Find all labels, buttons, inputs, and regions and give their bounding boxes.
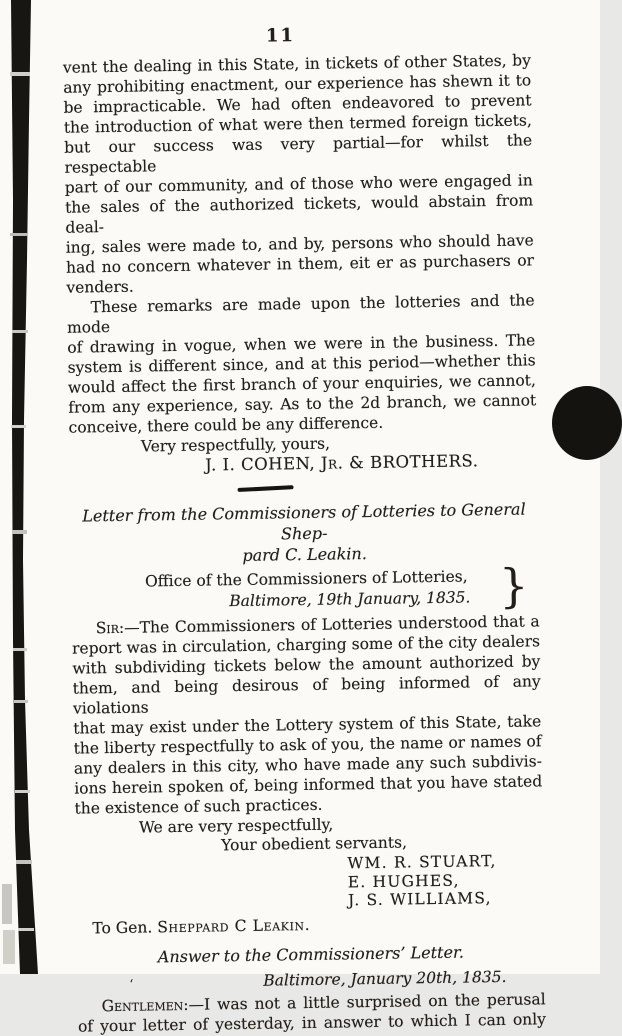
text-line: that may exist under the Lottery system of this State, take [73,712,542,738]
addressee-lead: To Gen. [92,917,158,937]
text-line: the introduction of what were then termed foreign tickets, [63,111,532,137]
letter2-office-block [71,558,529,615]
text-line: venders. [66,277,134,297]
text-line: from any experience, say. As to the 2d branch, we cannot [68,391,537,417]
text-line: the existence of such practices. [74,795,323,818]
letter2-heading [70,498,539,568]
letter3-body [78,989,547,1036]
text-line: report was in circulation, charging some of the city dealers [71,632,541,658]
office-dateline: Baltimore, 19th January, 1835. [229,588,471,611]
letter1-paragraph-1 [63,50,535,297]
text-line: ing, sales were made to, and by, persons who should have [65,231,534,257]
text-line: These remarks are made upon the lotteries and the mode [66,291,535,337]
letter2-signatures [75,851,544,914]
text-line: them, and being desirous of being informed of any violations [72,672,541,718]
signature-line: J. S. WILLIAMS, [347,889,492,910]
text-line: part of our community, and of those who were engaged in [64,171,533,197]
text-line: of your letter of yesterday, in answer to which I can only [77,1009,547,1036]
text-line: system is different since, and at this period—whether this [67,351,536,377]
office-line: Office of the Commissioners of Lotteries, [144,567,468,591]
text-run: —I was not a little surprised on the perusal [188,989,546,1014]
page-content [62,0,546,1036]
letter2-body [72,611,543,818]
letter1-signature: J. I. COHEN, Jr. & BROTHERS. [205,451,479,475]
text-line: had no concern whatever in them, eit er as purchasers or [65,251,535,277]
salutation-sir: Sir: [95,618,125,638]
text-line: the sales of the authorized tickets, would abstain from deal- [64,191,534,237]
page-number: 11 [265,25,296,47]
letter2-valediction-2: Your obedient servants, [221,833,408,855]
salutation-gentlemen: Gentlemen: [101,995,189,1015]
letter2-addressee [76,911,544,938]
stray-mark: ‘ [129,977,134,993]
letter1-paragraph-2 [67,290,537,437]
text-line: with subdividing tickets below the amount authorized by [72,652,541,678]
section-divider [237,485,293,492]
brace-glyph: } [498,558,529,613]
letter2-valediction-1: We are very respectfully, [138,815,334,837]
signature-line: E. HUGHES, [347,871,460,891]
text-line: any dealers in this city, who have made any such subdivis- [73,752,543,778]
heading-line: pard C. Leakin. [242,544,367,565]
heading-line: Letter from the Commissioners of Lotteries to General Shep- [82,499,526,544]
binding-strip [0,0,52,974]
text-line: vent the dealing in this State, in tickets of other States, by [62,51,532,77]
text-line: would affect the first branch of your enquiries, we cannot, [67,371,537,397]
text-line: conceive, there could be any difference. [68,413,384,437]
letter3-dateline: Baltimore, January 20th, 1835. [263,967,507,990]
letter2-body-lines [72,631,543,818]
signature-line: WM. R. STUART, [347,852,497,873]
text-line: be impracticable. We had often endeavored to prevent [63,91,532,117]
text-line: but our success was very partial—for whilst the respectable [64,131,533,177]
text-line: of drawing in vogue, when we were in the business. The [67,331,536,357]
text-run: —The Commissioners of Lotteries understood that a [124,612,540,637]
text-line: the liberty respectfully to ask of you, the name or names of [73,732,542,758]
text-line: any prohibiting enactment, our experience has shewn it to [63,71,532,97]
letter3-heading: Answer to the Commissioners’ Letter. [157,942,465,966]
letter1-valediction: Very respectfully, yours, [140,434,331,456]
text-line: ions herein spoken of, being informed that you have stated [74,772,543,798]
addressee-name: Sheppard C Leakin. [157,915,311,936]
ink-blob [552,386,622,460]
